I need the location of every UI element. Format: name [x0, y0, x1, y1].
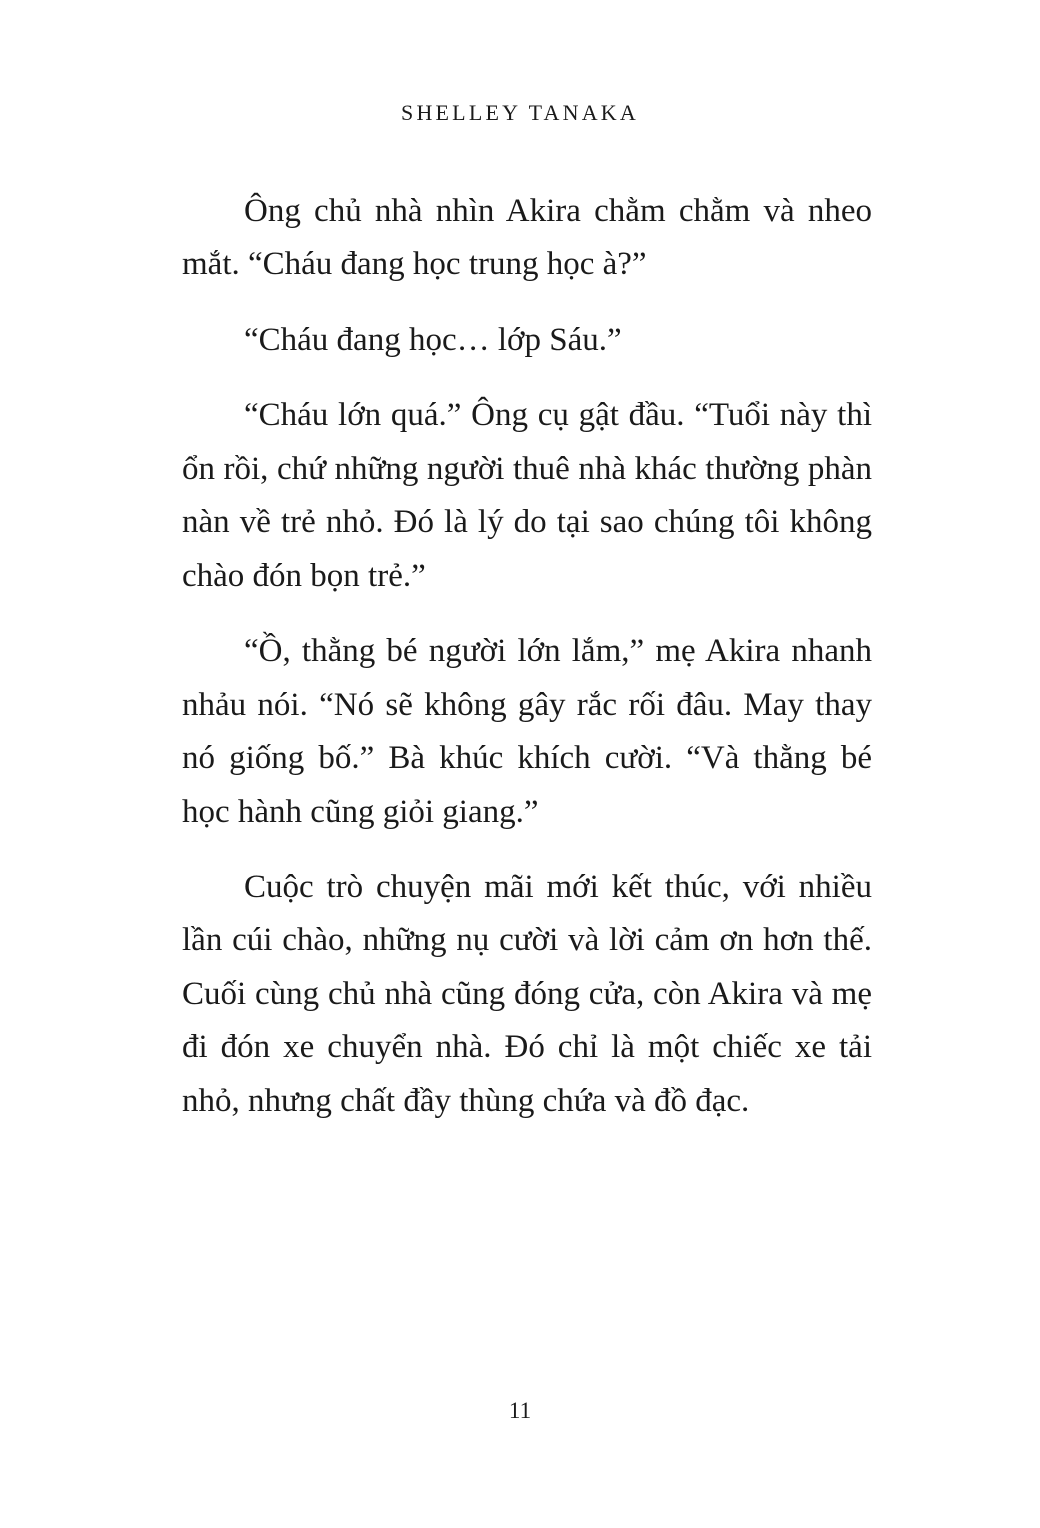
paragraph: Cuộc trò chuyện mãi mới kết thúc, với nhiều lần cúi chào, những nụ cười và lời cảm ơn hơn thế. Cuối cùng chủ nhà cũng đóng cửa, còn Akira và mẹ đi đón xe chuyển nhà. Đó chỉ là một chiếc xe tải nhỏ, nhưng chất đầy thùng chứa và đồ đạc. [182, 868, 872, 1119]
paragraph: Ông chủ nhà nhìn Akira chằm chằm và nheo mắt. “Cháu đang học trung học à?” [182, 193, 872, 283]
paragraph: “Cháu đang học… lớp Sáu.” [244, 321, 622, 358]
running-head: SHELLEY TANAKA [401, 100, 639, 125]
paragraph: “Cháu lớn quá.” Ông cụ gật đầu. “Tuổi này thì ổn rồi, chứ những người thuê nhà khác thường phàn nàn về trẻ nhỏ. Đó là lý do tại sao chúng tôi không chào đón bọn trẻ.” [182, 397, 872, 594]
paragraph: “Ồ, thằng bé người lớn lắm,” mẹ Akira nhanh nhảu nói. “Nó sẽ không gây rắc rối đâu. May thay nó giống bố.” Bà khúc khích cười. “Và thằng bé học hành cũng giỏi giang.” [182, 633, 872, 830]
page-number: 11 [508, 1398, 532, 1423]
body-text-block [182, 185, 872, 1128]
